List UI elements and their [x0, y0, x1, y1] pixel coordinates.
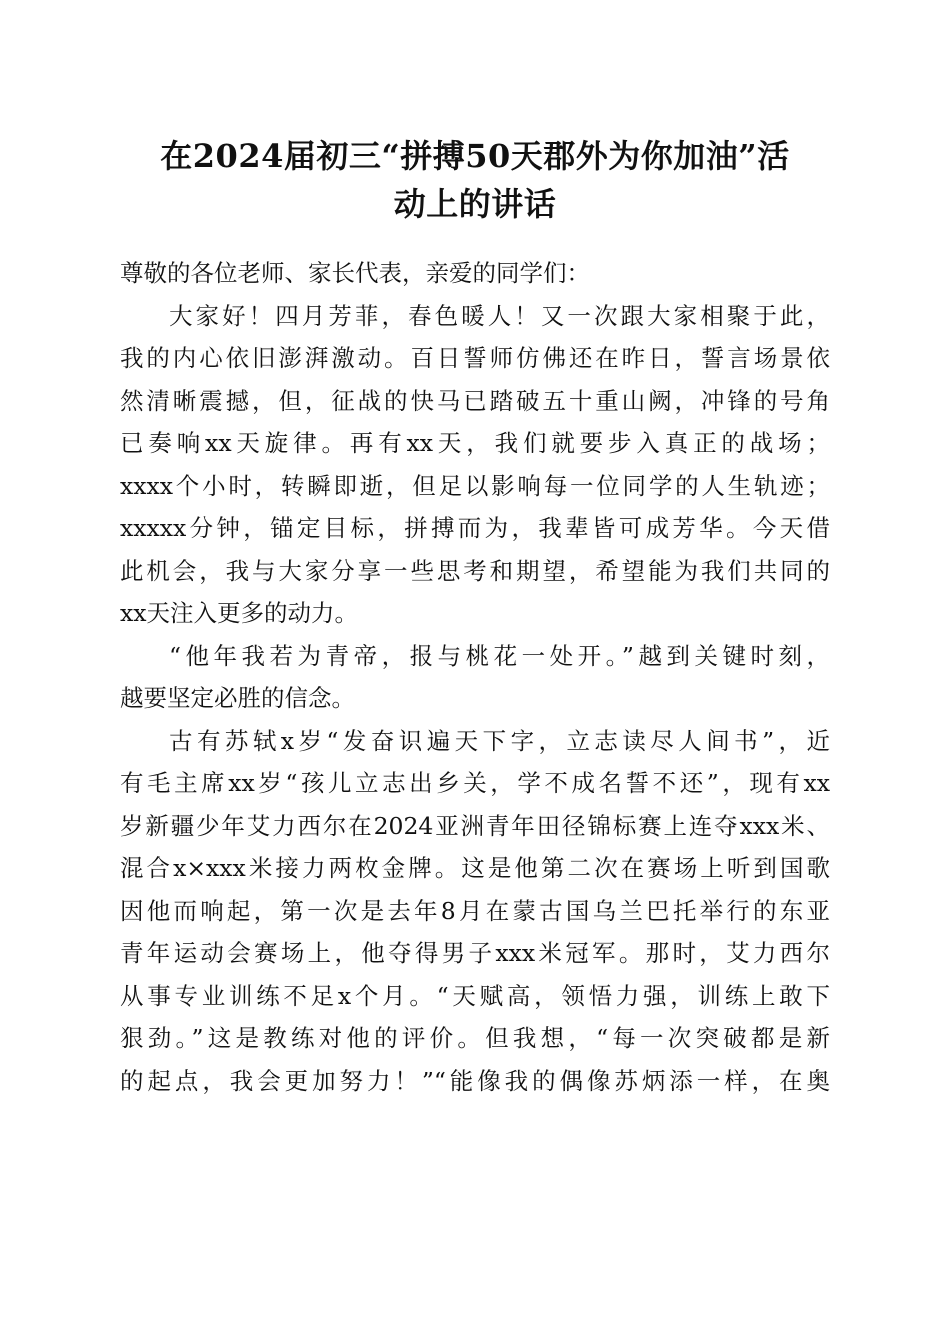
paragraph-line: 越要坚定必胜的信念。 — [120, 684, 355, 712]
document-body — [120, 252, 830, 1102]
paragraph-line: 因他而响起，第一次是去年8月在蒙古国乌兰巴托举行的东亚 — [120, 896, 830, 925]
paragraph-1 — [120, 295, 830, 635]
paragraph-line: 岁新疆少年艾力西尔在2024亚洲青年田径锦标赛上连夺xxx米、 — [120, 811, 830, 840]
title-line-1: 在2024届初三“拼搏50天郡外为你加油”活 — [160, 137, 790, 175]
paragraph-line: xx天注入更多的动力。 — [120, 599, 359, 627]
paragraph-line: 然清晰震撼，但，征战的快马已踏破五十重山阙，冲锋的号角 — [120, 386, 830, 415]
paragraph-line: 从事专业训练不足x个月。“天赋高，领悟力强，训练上敢下 — [120, 981, 830, 1010]
paragraph-line: 的起点，我会更加努力！”“能像我的偶像苏炳添一样，在奥 — [120, 1066, 830, 1095]
paragraph-line: 青年运动会赛场上，他夺得男子xxx米冠军。那时，艾力西尔 — [120, 939, 830, 967]
paragraph-line: 此机会，我与大家分享一些思考和期望，希望能为我们共同的 — [120, 556, 830, 585]
title-line-2: 动上的讲话 — [393, 185, 557, 223]
salutation: 尊敬的各位老师、家长代表，亲爱的同学们： — [120, 259, 590, 287]
paragraph-3 — [120, 720, 830, 1103]
paragraph-line: 有毛主席xx岁“孩儿立志出乡关，学不成名誓不还”，现有xx — [120, 769, 830, 797]
paragraph-line: 已奏响xx天旋律。再有xx天，我们就要步入真正的战场； — [120, 429, 830, 457]
paragraph-line: 狠劲。”这是教练对他的评价。但我想，“每一次突破都是新 — [120, 1024, 830, 1052]
paragraph-line: 我的内心依旧澎湃激动。百日誓师仿佛还在昨日，誓言场景依 — [120, 344, 830, 372]
document-title — [118, 132, 832, 228]
paragraph-line: xxxx个小时，转瞬即逝，但足以影响每一位同学的人生轨迹； — [120, 471, 830, 500]
paragraph-2 — [120, 635, 830, 720]
paragraph-line: 古有苏轼x岁“发奋识遍天下字，立志读尽人间书”，近 — [169, 726, 830, 755]
paragraph-line: 混合x×xxx米接力两枚金牌。这是他第二次在赛场上听到国歌 — [120, 854, 830, 882]
paragraph-line: 大家好！四月芳菲，春色暖人！又一次跟大家相聚于此， — [169, 301, 830, 330]
paragraph-line: “他年我若为青帝，报与桃花一处开。”越到关键时刻， — [169, 641, 830, 670]
paragraph-line: xxxxx分钟，锚定目标，拼搏而为，我辈皆可成芳华。今天借 — [120, 514, 830, 542]
